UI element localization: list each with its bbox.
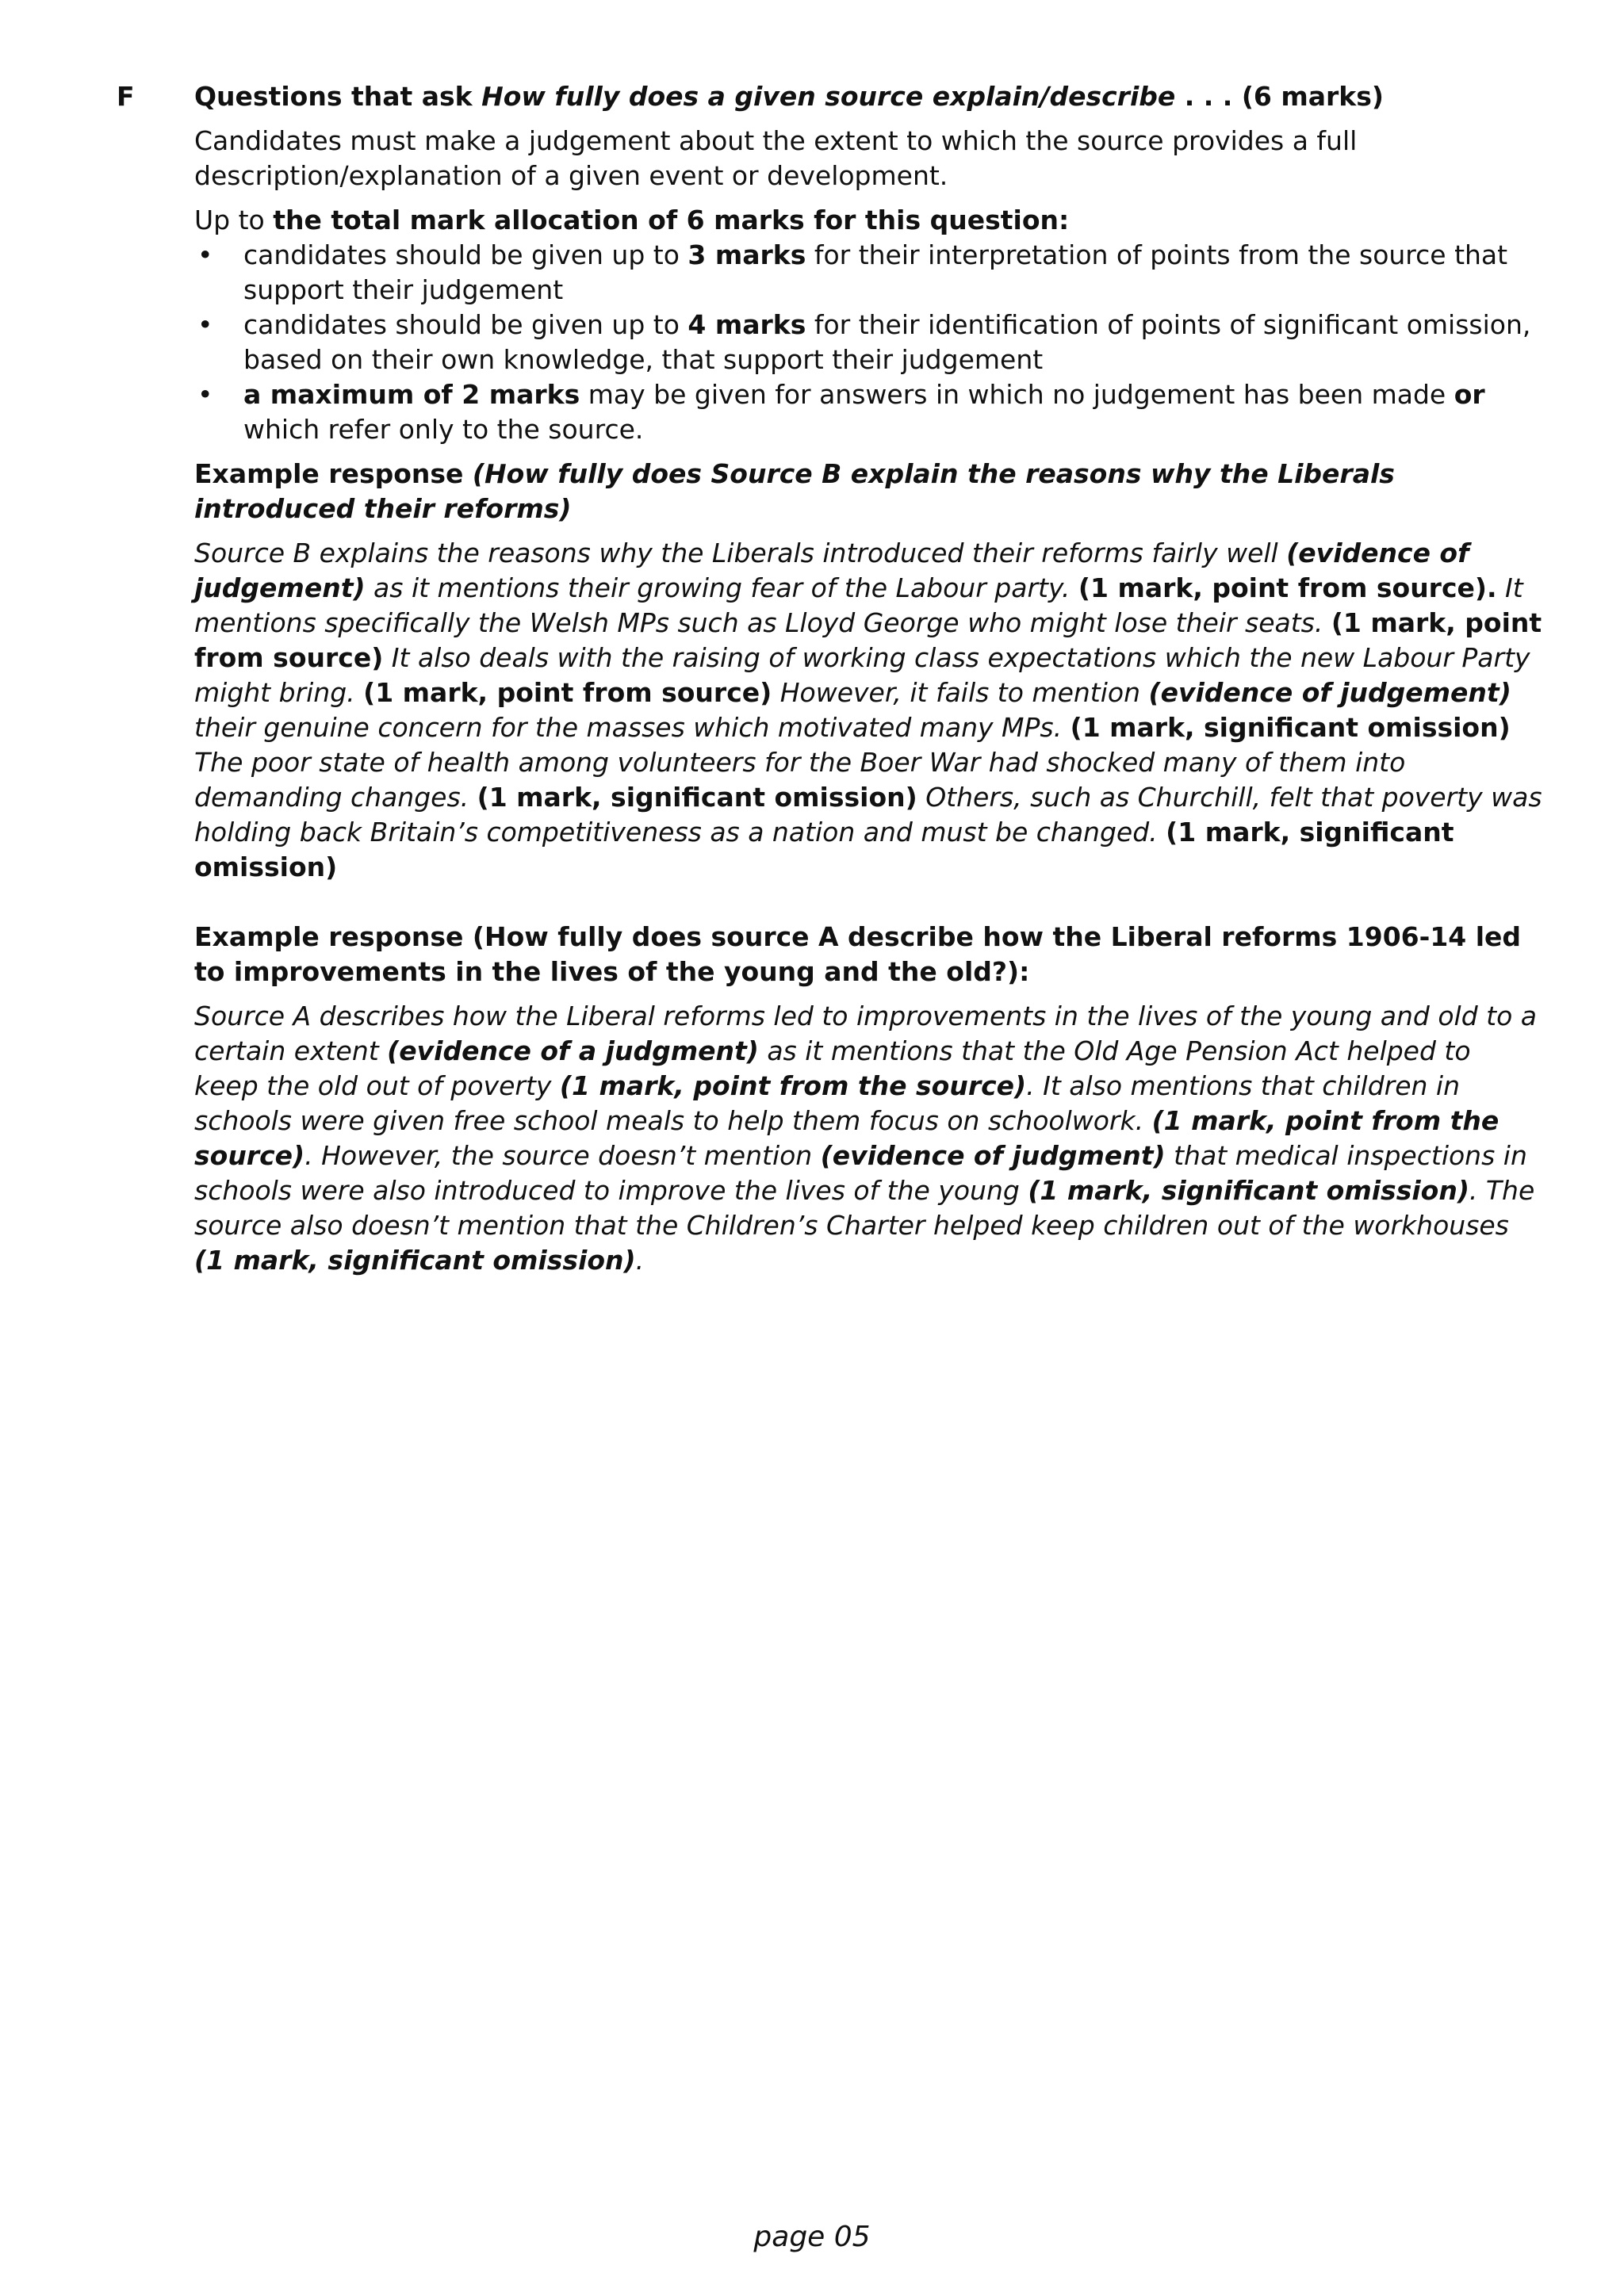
response-text: It mentions specifically the Welsh MPs such as Lloyd George who might lose their seats. bbox=[194, 572, 1523, 638]
example1-response bbox=[194, 536, 1542, 885]
intro-paragraph: Candidates must make a judgement about the extent to which the source provides a full description/explanation of a given event or development. bbox=[194, 125, 1358, 191]
response-text: Others, such as Churchill, felt that poverty was holding back Britain’s competitiveness as a nation and must be changed. bbox=[194, 782, 1542, 848]
response-text: . It also mentions that children in schools were given free school meals to help them focus on schoolwork. bbox=[194, 1070, 1461, 1136]
evidence-tag: (evidence of judgement) bbox=[1148, 677, 1511, 708]
mark-tag: (1 mark, point from the source) bbox=[559, 1070, 1027, 1101]
bullet-bold: 3 marks bbox=[688, 239, 806, 270]
bullet-bold: a maximum of 2 marks bbox=[243, 379, 580, 410]
bullet-item bbox=[194, 377, 1542, 447]
response-text: However, it fails to mention bbox=[772, 677, 1149, 708]
response-text: as it mentions their growing fear of the Labour party. bbox=[365, 572, 1078, 603]
bullet-text: which refer only to the source. bbox=[243, 414, 644, 445]
mark-tag: (1 mark, point from the source) bbox=[194, 1105, 1500, 1171]
bullet-text: candidates should be given up to bbox=[243, 309, 688, 340]
mark-tag: (1 mark, point from source) bbox=[194, 607, 1542, 673]
allocation-bold: the total mark allocation of 6 marks for this question: bbox=[273, 205, 1070, 235]
allocation-prefix: Up to bbox=[194, 205, 274, 235]
response-text: . The source also doesn’t mention that the Children’s Charter helped keep children out of the workhouses bbox=[194, 1175, 1535, 1241]
example1-heading bbox=[194, 457, 1542, 526]
bullet-dot: • bbox=[197, 239, 213, 270]
example1-heading-label: Example response bbox=[194, 458, 473, 489]
evidence-tag: (evidence of judgement) bbox=[194, 538, 1469, 603]
mark-tag: (1 mark, significant omission) bbox=[1028, 1175, 1469, 1206]
section-heading bbox=[194, 79, 1542, 114]
evidence-tag: (evidence of judgment) bbox=[820, 1140, 1166, 1171]
bullet-bold: 4 marks bbox=[688, 309, 806, 340]
bullet-text: for their interpretation of points from the source that support their judgement bbox=[243, 239, 1508, 305]
bullet-dot: • bbox=[197, 379, 213, 410]
response-text: their genuine concern for the masses which motivated many MPs. bbox=[194, 712, 1071, 743]
response-text: Source B explains the reasons why the Liberals introduced their reforms fairly well bbox=[194, 538, 1287, 568]
bullet-text: for their identification of points of significant omission, based on their own knowledge, that support their judgement bbox=[243, 309, 1531, 375]
mark-tag: (1 mark, significant omission) bbox=[1070, 712, 1511, 743]
response-text: The poor state of health among volunteers for the Boer War had shocked many of them into demanding changes. bbox=[194, 747, 1406, 813]
bullet-text: may be given for answers in which no judgement has been made bbox=[580, 379, 1454, 410]
example1-heading-question: (How fully does Source B explain the reasons why the Liberals introduced their reforms) bbox=[194, 458, 1395, 524]
response-text: . bbox=[635, 1245, 645, 1276]
bullet-item bbox=[194, 308, 1542, 377]
evidence-tag: (evidence of a judgment) bbox=[387, 1035, 759, 1066]
bullet-text: candidates should be given up to bbox=[243, 239, 688, 270]
heading-marks: . . . (6 marks) bbox=[1175, 81, 1384, 112]
response-text: . However, the source doesn’t mention bbox=[304, 1140, 821, 1171]
heading-question: How fully does a given source explain/describe bbox=[481, 81, 1176, 112]
example2-heading: Example response (How fully does source A describe how the Liberal reforms 1906-14 led to improvements in the lives of the young and the old?): bbox=[194, 921, 1522, 987]
response-text: It also deals with the raising of working class expectations which the new Labour Party might bring. bbox=[194, 642, 1530, 708]
heading-prefix: Questions that ask bbox=[194, 81, 482, 112]
response-text: Source A describes how the Liberal reforms led to improvements in the lives of the young and old to a certain extent bbox=[194, 1001, 1538, 1066]
mark-tag: (1 mark, significant omission) bbox=[194, 817, 1454, 882]
mark-tag: (1 mark, significant omission) bbox=[477, 782, 917, 813]
mark-tag: (1 mark, significant omission) bbox=[194, 1245, 636, 1276]
marking-bullets bbox=[194, 238, 1542, 447]
mark-tag: (1 mark, point from source). bbox=[1078, 572, 1497, 603]
section-letter: F bbox=[117, 81, 135, 112]
example2-response bbox=[194, 999, 1542, 1278]
page-number: page 05 bbox=[753, 2221, 871, 2253]
mark-tag: (1 mark, point from source) bbox=[363, 677, 772, 708]
section-content bbox=[194, 79, 1542, 1278]
bullet-item bbox=[194, 238, 1542, 308]
allocation-line bbox=[194, 203, 1542, 238]
response-text: as it mentions that the Old Age Pension Act helped to keep the old out of poverty bbox=[194, 1035, 1471, 1101]
bullet-dot: • bbox=[197, 309, 213, 340]
bullet-bold: or bbox=[1454, 379, 1485, 410]
response-text: that medical inspections in schools were also introduced to improve the lives of the young bbox=[194, 1140, 1527, 1206]
